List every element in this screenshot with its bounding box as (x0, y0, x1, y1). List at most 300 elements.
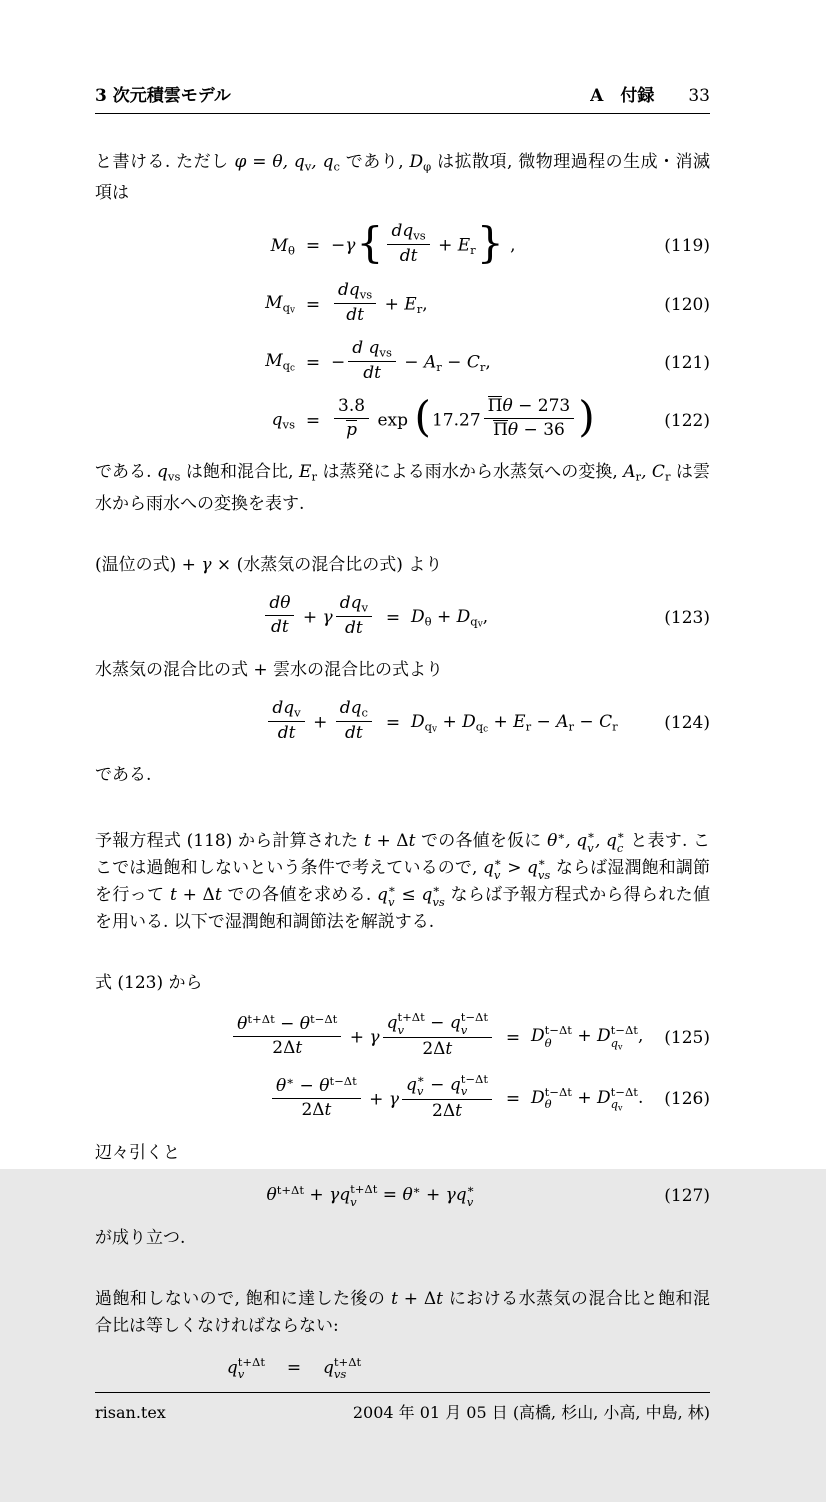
math-subscript (538, 869, 550, 882)
math-italic: φ (234, 152, 247, 172)
equation-number: (123) (664, 607, 710, 628)
para-saturation-condition (95, 1286, 710, 1340)
math-superscript: t−Δt (610, 1084, 638, 1099)
equation-row (95, 1069, 710, 1131)
fraction (348, 338, 396, 384)
math-italic: q (323, 1357, 334, 1378)
math-italic: dt (345, 722, 363, 743)
math-subscript: q (470, 613, 478, 628)
footer-filename: risan.tex (95, 1403, 166, 1423)
footer-rule (95, 1392, 710, 1393)
math-italic: v (466, 1195, 474, 1210)
fraction (336, 593, 372, 639)
math-roman: > (501, 857, 528, 878)
equation-number: (120) (664, 294, 710, 315)
header-rule (95, 113, 710, 114)
math-roman: + (307, 712, 333, 733)
math-subscript (545, 1098, 572, 1111)
equation-lhs (95, 292, 295, 317)
denominator (336, 721, 372, 744)
math-italic: dθ (269, 593, 291, 614)
math-italic: vs (537, 867, 551, 882)
equation (95, 1183, 646, 1208)
math-italic: q (386, 1012, 398, 1033)
math-italic: q (527, 857, 538, 878)
para-from-eq123 (95, 970, 710, 997)
math-italic: θ (319, 1075, 330, 1096)
page-header (95, 86, 710, 106)
math-italic: v (397, 1022, 404, 1037)
math-italic: M (265, 293, 283, 314)
equation-lhs (95, 1356, 265, 1381)
math-italic: t (436, 1288, 444, 1309)
math-italic: q (271, 409, 283, 430)
math-italic: dt (344, 617, 363, 638)
math-italic: t (214, 884, 222, 905)
equation-lhs (95, 350, 295, 375)
math-italic: , C (641, 462, 665, 483)
math-roman: + (571, 1025, 597, 1046)
math-italic: v (460, 1022, 468, 1037)
math-subscript: r (568, 719, 574, 734)
math-roman: + (344, 1027, 370, 1048)
math-roman: 2Δ (432, 1101, 456, 1122)
math-italic: vs (432, 894, 445, 909)
math-subsubscript: c (483, 724, 489, 735)
text-run: 辺々引くと (95, 1143, 180, 1164)
sub-sup-stack (611, 1086, 638, 1114)
math-subscript: v (361, 600, 368, 615)
math-italic: dq (272, 698, 295, 719)
math-subscript (461, 1085, 488, 1098)
math-roman: + (488, 711, 514, 732)
math-italic: t (324, 1099, 332, 1120)
math-italic: v (350, 1195, 357, 1210)
math-italic: θ (507, 420, 519, 441)
sub-sup-stack (417, 1073, 425, 1098)
text-run: ならば予報方程式から得られた値を用いる. 以下で湿潤飽和調節法を解説する. (95, 884, 710, 932)
math-italic: dt (277, 722, 296, 743)
numerator (334, 280, 376, 303)
math-italic: , q (594, 830, 617, 851)
equation-row (95, 1350, 710, 1387)
math-italic: dt (271, 617, 289, 638)
math-italic: dq (391, 221, 414, 242)
math-italic: E (299, 462, 312, 483)
math-roman: + (420, 1185, 446, 1206)
math-superscript: t+Δt (237, 1354, 265, 1369)
math-italic: D (462, 711, 476, 732)
fraction (484, 396, 575, 442)
math-subscript (545, 1037, 572, 1050)
denominator (272, 1098, 361, 1121)
math-roman: − 273 (512, 395, 571, 416)
math-superscript: t−Δt (610, 1022, 638, 1037)
math-roman: × (211, 554, 237, 575)
math-italic: D (531, 1025, 545, 1046)
math-subscript (350, 1196, 377, 1209)
denominator (334, 418, 369, 441)
equation-number: (121) (664, 352, 710, 373)
equations-119-122 (95, 217, 710, 449)
spacer (95, 1262, 710, 1276)
header-appendix (590, 86, 710, 106)
math-superscript: ∗ (432, 882, 441, 896)
numerator (348, 338, 396, 361)
math-italic: θ (266, 1185, 277, 1206)
math-roman: − (441, 352, 467, 373)
equation-relation: = (305, 410, 321, 431)
math-roman: − (274, 1013, 300, 1034)
equation-row (95, 334, 710, 392)
math-subscript (388, 896, 396, 909)
sub-sup-stack (334, 1356, 361, 1381)
numerator (336, 593, 372, 616)
equation-relation: = (505, 1089, 521, 1110)
para-symbol-definitions (95, 459, 710, 517)
math-italic: q (449, 1012, 461, 1033)
math-superscript: ∗ (493, 855, 502, 869)
math-subscript (238, 1368, 265, 1381)
fraction (334, 396, 369, 442)
math-roman: − 36 (518, 420, 565, 441)
equation-number: (122) (664, 410, 710, 431)
math-subscript: θ (288, 243, 295, 258)
math-italic: θ (237, 1013, 248, 1034)
math-italic: t (445, 1039, 453, 1060)
math-italic: θ (544, 1097, 552, 1112)
math-subscript: vs (413, 228, 426, 243)
math-italic: A (556, 711, 569, 732)
math-roman: , (637, 1025, 644, 1046)
equation-lhs (95, 409, 295, 432)
math-roman: 3.8 (338, 395, 366, 416)
text-run: であり, (339, 152, 410, 172)
math-italic: D (409, 152, 424, 172)
math-italic: c (616, 840, 624, 855)
equation-relation: = (385, 713, 401, 734)
footer-row (95, 1402, 710, 1424)
math-roman: + Δ (370, 830, 409, 851)
equation-rhs (331, 279, 646, 328)
math-subscript: r (416, 301, 423, 316)
math-roman: + (304, 1185, 330, 1206)
math-superscript: ∗ (587, 828, 595, 842)
fraction (265, 593, 294, 639)
math-roman: − (294, 1075, 320, 1096)
sub-sup-stack (350, 1183, 377, 1208)
math-superscript: t−Δt (310, 1012, 338, 1027)
text-run: は飽和混合比, (180, 462, 300, 483)
text-run: 式 (123) から (95, 972, 203, 993)
math-italic: D (411, 711, 425, 732)
math-roman: = (246, 152, 273, 172)
equation-rhs (411, 606, 646, 631)
text-run: が成り立つ. (95, 1227, 186, 1248)
math-superscript: t−Δt (329, 1073, 357, 1088)
math-italic: θ (276, 1075, 287, 1096)
equation-rhs (411, 711, 646, 736)
document-body (95, 139, 710, 1392)
math-italic: θ (502, 395, 513, 416)
text-run: と表す. ここでは過飽和しないという条件で考えているので, (95, 830, 710, 878)
math-roman: + (432, 236, 458, 257)
math-subscript: r (612, 719, 618, 734)
math-superscript: ∗ (416, 1071, 425, 1086)
text-run: と書ける. ただし (95, 152, 235, 172)
math-italic: D (597, 1025, 611, 1046)
math-big-delimiter: ) (578, 392, 595, 442)
math-italic: D (411, 606, 425, 627)
math-subscript: r (635, 469, 642, 484)
text-run: は拡散項, 微物理過程の生成・消滅項は (95, 152, 710, 204)
math-superscript: t−Δt (460, 1009, 488, 1024)
math-subscript: θ (424, 613, 432, 628)
denominator (348, 361, 396, 384)
math-roman: , (504, 236, 516, 257)
math-superscript: ∗ (387, 882, 396, 896)
numerator (233, 1012, 341, 1036)
math-italic: vs (333, 1367, 347, 1382)
math-subsubscript: v (477, 618, 483, 629)
math-italic: γq (329, 1185, 351, 1206)
text-run: は蒸発による雨水から水蒸気への変換, (316, 462, 624, 483)
math-roman: , (422, 294, 428, 315)
denominator (265, 615, 294, 638)
math-roman: + (437, 711, 463, 732)
text-run: は雲水から雨水への変換を表す. (95, 462, 710, 514)
page-number: 33 (688, 86, 710, 106)
math-italic: dq (339, 698, 362, 719)
text-run: 過飽和しないので, 飽和に達した後の (95, 1288, 392, 1309)
equation-127 (95, 1177, 710, 1214)
spacer (95, 528, 710, 542)
text-run: ならば湿潤飽和調節を行って (95, 857, 710, 905)
sub-sup-stack (461, 1011, 488, 1036)
sub-sup-stack (538, 856, 550, 881)
spacer (95, 799, 710, 813)
math-italic: dt (346, 304, 364, 325)
text-run: (温位の式) + (95, 554, 202, 575)
equation-row (95, 1007, 710, 1069)
math-italic: θ (544, 1035, 552, 1050)
math-italic: v (237, 1367, 245, 1382)
equation-lhs (95, 1009, 495, 1063)
para-prognostic (95, 823, 710, 936)
math-superscript: t+Δt (350, 1182, 378, 1197)
math-overline: p (346, 420, 357, 441)
equation-relation: = (505, 1027, 521, 1048)
math-italic: v (387, 894, 395, 909)
footer-date: 2004 年 01 月 05 日 (高橋, 杉山, 小高, 中島, 林) (352, 1403, 710, 1423)
math-italic: q (449, 1074, 461, 1095)
text-run: である. (95, 765, 152, 786)
math-italic: γ (322, 607, 333, 628)
fraction (268, 698, 304, 744)
math-subscript: r (470, 243, 476, 258)
math-roman: , (485, 352, 491, 373)
math-superscript: t−Δt (544, 1022, 572, 1037)
para-holds (95, 1225, 710, 1252)
math-italic: v (416, 1084, 424, 1099)
fraction (334, 280, 376, 326)
math-subscript: q (475, 719, 484, 734)
math-italic: M (265, 351, 283, 372)
math-roman: + Δ (176, 884, 215, 905)
math-subscript: v (304, 159, 312, 174)
math-italic: E (513, 711, 526, 732)
equation-row (95, 589, 710, 647)
para-intro (95, 149, 710, 207)
equations-125-126 (95, 1007, 710, 1130)
math-roman: − (331, 236, 346, 257)
math-superscript: t+Δt (276, 1183, 304, 1198)
math-italic: M (270, 235, 289, 256)
math-italic: γ (345, 236, 356, 257)
denominator (383, 1037, 492, 1060)
math-roman: ≤ (395, 884, 422, 905)
numerator (268, 698, 304, 721)
math-italic: q (157, 462, 168, 483)
text-run: である. (95, 462, 158, 483)
equation-relation: = (286, 1358, 302, 1379)
math-italic: v (587, 840, 594, 855)
header-appendix-label: A 付録 (590, 86, 655, 106)
numerator (336, 698, 372, 721)
numerator (272, 1074, 361, 1098)
sub-sup-stack (611, 1024, 638, 1052)
math-italic: dt (399, 246, 418, 267)
equation-124 (95, 694, 710, 752)
math-subscript: vs (359, 287, 373, 302)
equation-number: (119) (664, 236, 710, 257)
denominator (402, 1099, 492, 1122)
text-run: での各値を仮に (415, 830, 548, 851)
math-italic: t (364, 830, 371, 851)
math-subscript (461, 1024, 488, 1037)
para-potential-temp-rule (95, 552, 710, 579)
sub-sup-stack (238, 1356, 265, 1381)
math-italic: , q (565, 830, 588, 851)
math-big-delimiter: ( (414, 392, 431, 442)
denominator (334, 303, 376, 326)
math-subscript: q (282, 358, 291, 373)
sub-sup-stack (494, 856, 502, 881)
math-superscript: t−Δt (544, 1084, 572, 1099)
math-subscript: r (525, 719, 532, 734)
math-italic: t (391, 1288, 398, 1309)
math-italic: D (531, 1087, 545, 1108)
numerator (265, 593, 294, 615)
math-italic: t (295, 1038, 303, 1059)
equation-lhs (95, 235, 295, 258)
math-italic: dq (339, 592, 362, 613)
math-italic: dt (363, 362, 381, 383)
math-italic: θ, q (272, 152, 305, 172)
math-roman: 2Δ (422, 1039, 446, 1060)
math-roman: = (377, 1185, 403, 1206)
math-subscript (494, 869, 502, 882)
math-italic: E (457, 236, 471, 257)
equation-number: (126) (664, 1089, 710, 1110)
math-italic: q (226, 1357, 238, 1378)
math-italic: v (460, 1084, 468, 1099)
math-subscript: c (333, 159, 340, 174)
equation-123 (95, 589, 710, 647)
math-italic: dq (338, 279, 360, 300)
math-subscript: c (361, 705, 368, 720)
equation-relation: = (385, 607, 401, 628)
math-roman: . (637, 1087, 644, 1108)
math-roman: + (379, 294, 405, 315)
math-subscript (417, 1085, 425, 1098)
sub-sup-stack (388, 883, 396, 908)
math-big-delimiter: { (356, 218, 384, 268)
math-subscript: vs (379, 345, 392, 360)
math-subscript: vs (282, 417, 295, 432)
math-subscript (334, 1368, 361, 1381)
fraction (402, 1073, 492, 1123)
math-roman: + (431, 606, 457, 627)
math-italic: q (610, 1035, 619, 1050)
sub-sup-stack (617, 829, 625, 854)
math-subscript (611, 1098, 638, 1113)
math-italic: q (406, 1074, 417, 1095)
para-vapor-cloud-rule (95, 657, 710, 684)
text-run: 予報方程式 (118) から計算された (95, 830, 364, 851)
math-italic: t (455, 1101, 462, 1122)
denominator (336, 616, 372, 639)
math-subscript: v (618, 1042, 623, 1051)
math-italic: γ (388, 1088, 399, 1109)
equation-rhs (331, 392, 646, 444)
math-italic: D (456, 606, 471, 627)
math-subscript: r (436, 359, 442, 374)
math-subscript: r (479, 359, 486, 374)
math-subscript (432, 896, 444, 909)
equation-rhs (531, 1024, 646, 1052)
math-subscript (467, 1196, 475, 1209)
math-italic: A (423, 352, 437, 373)
math-roman: + (571, 1087, 597, 1108)
math-superscript: t+Δt (333, 1354, 362, 1369)
equation-relation: = (305, 236, 321, 257)
math-subsubscript: c (290, 363, 295, 374)
equation-row (95, 217, 710, 275)
math-italic: v (493, 867, 501, 882)
math-subscript: v (618, 1103, 623, 1113)
math-italic: θ (547, 830, 558, 851)
equation-relation: = (305, 294, 321, 315)
sub-sup-stack (432, 883, 444, 908)
math-roman: − (398, 352, 424, 373)
math-italic: q (377, 884, 388, 905)
sub-sup-stack (467, 1183, 475, 1208)
math-roman: 17.27 (431, 410, 481, 431)
math-italic: q (482, 857, 494, 878)
math-roman: − (531, 711, 557, 732)
denominator (233, 1036, 341, 1059)
fraction (272, 1074, 361, 1121)
equation-final (95, 1350, 710, 1387)
text-run: 水蒸気の混合比の式 + 雲水の混合比の式より (95, 660, 444, 681)
math-subscript (587, 842, 595, 855)
numerator (383, 1011, 492, 1037)
math-italic: A (623, 462, 636, 483)
fraction (383, 1011, 492, 1061)
equation-rhs (323, 1356, 646, 1381)
math-italic: t (408, 830, 416, 851)
